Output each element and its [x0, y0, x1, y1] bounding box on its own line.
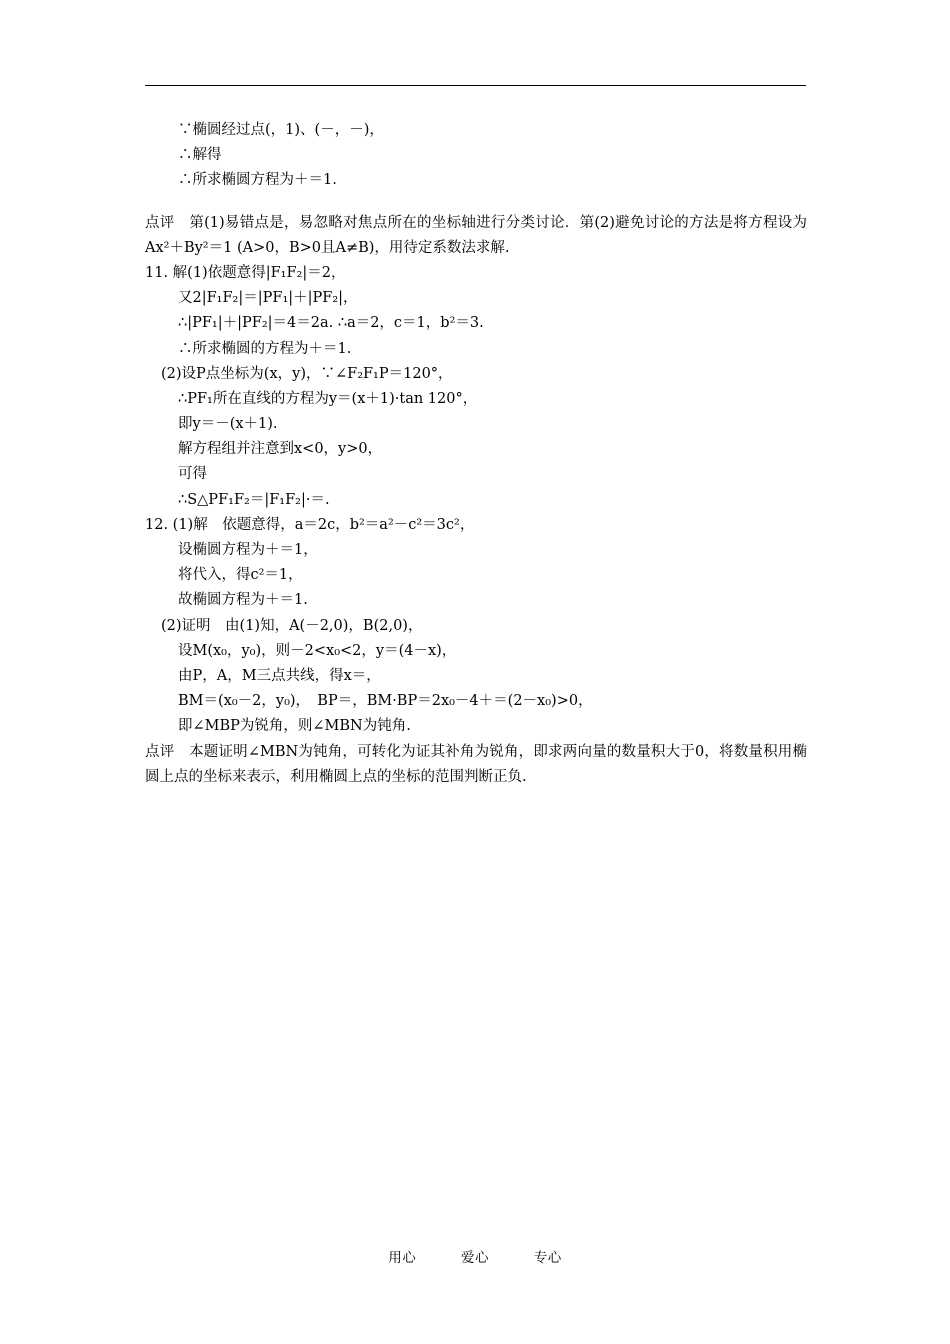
text-line: ∴解得 — [178, 147, 222, 164]
text-line: ∴PF₁所在直线的方程为y＝(x＋1)·tan 120°， — [178, 390, 478, 407]
text-line: 又2|F₁F₂|＝|PF₁|＋|PF₂|， — [178, 290, 358, 307]
text-line: ∵椭圆经过点(，1)、(－，－)， — [178, 122, 384, 138]
text-line: 即∠MBP为锐角，则∠MBN为钝角. — [178, 718, 411, 735]
text-line: ∴|PF₁|＋|PF₂|＝4＝2a. ∴a＝2，c＝1，b²＝3. — [178, 315, 484, 332]
comment-paragraph: 点评 本题证明∠MBN为钝角，可转化为证其补角为锐角，即求两向量的数量积大于0，将数量积用椭圆上点的坐标来表示，利用椭圆上点的坐标的范围判断正负. — [145, 743, 807, 785]
text-line: ∴S△PF₁F₂＝|F₁F₂|·＝. — [178, 491, 330, 508]
text-line: 可得 — [178, 466, 207, 483]
page-footer — [0, 1246, 950, 1266]
text-line: ∴所求椭圆的方程为＋＝1. — [178, 340, 352, 357]
text-line: 即y＝－(x＋1). — [178, 416, 278, 433]
text-line: ∴所求椭圆方程为＋＝1. — [178, 172, 337, 189]
text-line: 设椭圆方程为＋＝1， — [178, 542, 318, 559]
problem-12-heading: 12. (1)解 依题意得，a＝2c，b²＝a²－c²＝3c²， — [145, 516, 475, 533]
text-line: 将代入，得c²＝1， — [178, 567, 303, 584]
text-line: 故椭圆方程为＋＝1. — [178, 592, 308, 609]
text-line: 设M(x₀，y₀)，则－2<x₀<2，y＝(4－x)， — [178, 642, 457, 659]
problem-11-heading: 11. 解(1)依题意得|F₁F₂|＝2， — [145, 264, 346, 281]
footer-text: 专心 — [533, 1250, 562, 1266]
header-rule — [145, 85, 806, 86]
footer-text: 用心 — [388, 1250, 417, 1266]
comment-paragraph: 点评 第(1)易错点是，易忽略对焦点所在的坐标轴进行分类讨论．第(2)避免讨论的方法是将方程设为Ax²＋By²＝1 (A>0，B>0且A≠B)，用待定系数法求解. — [145, 214, 807, 256]
text-line: (2)设P点坐标为(x，y)，∵∠F₂F₁P＝120°， — [161, 365, 453, 382]
text-line: 解方程组并注意到x<0，y>0， — [178, 441, 383, 458]
text-line: 由P，A，M三点共线，得x＝， — [178, 667, 381, 684]
text-line: BM＝(x₀－2，y₀)， BP＝，BM·BP＝2x₀－4＋＝(2－x₀)>0， — [178, 693, 593, 710]
document-body — [145, 118, 807, 790]
footer-text: 爱心 — [461, 1250, 489, 1266]
text-line: (2)证明 由(1)知，A(－2,0)，B(2,0)， — [161, 617, 423, 634]
